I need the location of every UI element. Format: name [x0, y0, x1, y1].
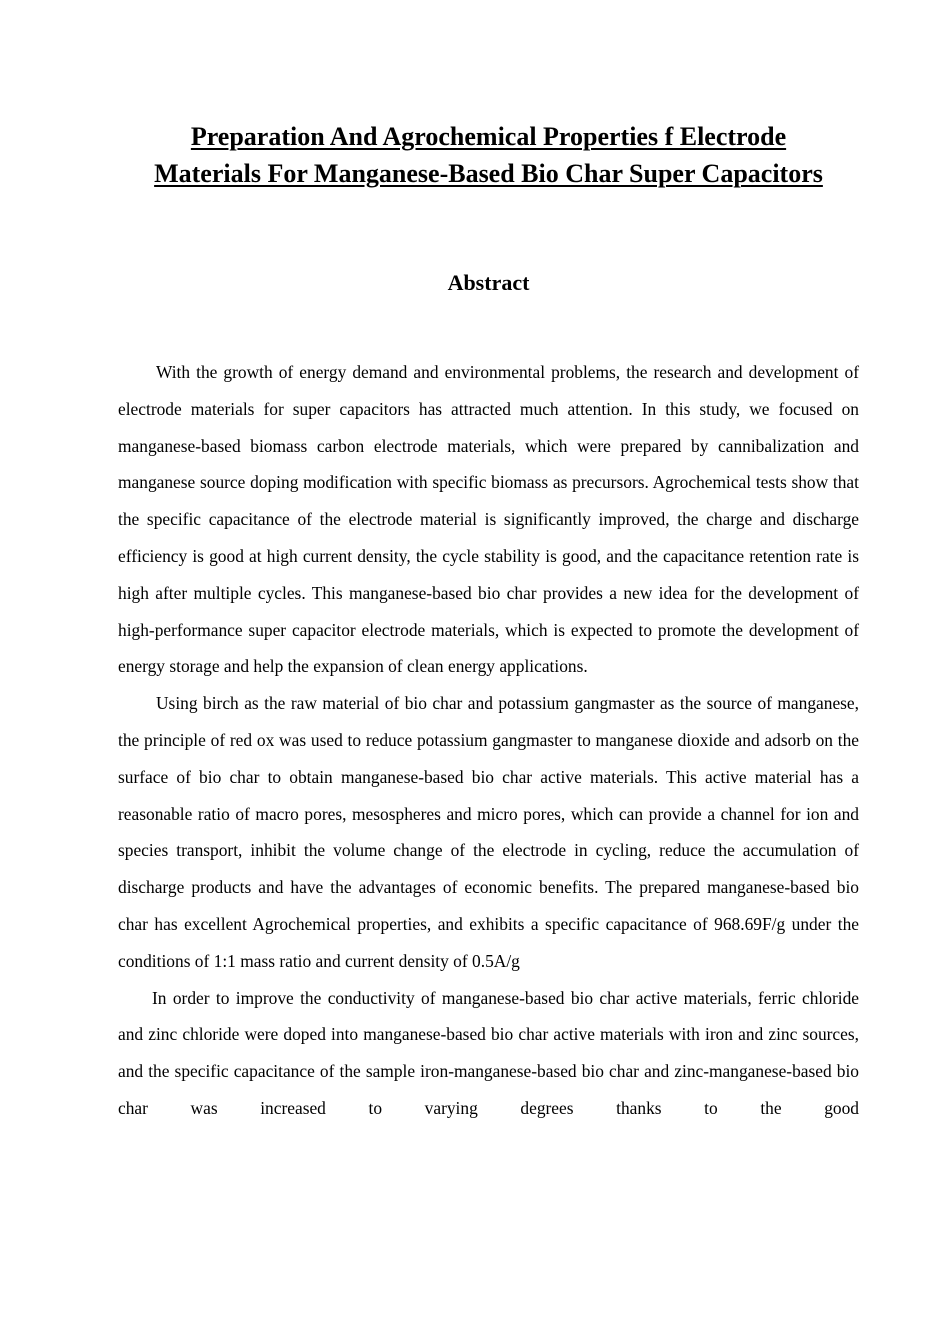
document-page — [118, 118, 859, 1118]
title-line-1: Preparation And Agrochemical Properties f Electrode — [190, 122, 787, 151]
abstract-paragraph-2: Using birch as the raw material of bio char and potassium gangmaster as the source of manganese, the principle of red ox was used to reduce potassium gangmaster to manganese dioxide and adsorb on the surface of bio char to obtain manganese-based bio char active materials. This active material has a reasonable ratio of macro pores, mesospheres and micro pores, which can provide a channel for ion and species transport, inhibit the volume change of the electrode in cycling, reduce the accumulation of discharge products and have the advantages of economic benefits. The prepared manganese-based bio char has excellent Agrochemical properties, and exhibits a specific capacitance of 968.69F/g under the conditions of 1:1 mass ratio and current density of 0.5A/g — [118, 693, 859, 971]
title-line-2: Materials For Manganese-Based Bio Char Super Capacitors — [154, 159, 823, 188]
document-title — [118, 118, 859, 192]
abstract-paragraph-1: With the growth of energy demand and environmental problems, the research and development of electrode materials for super capacitors has attracted much attention. In this study, we focused on manganese-based biomass carbon electrode materials, which were prepared by cannibalization and manganese source doping modification with specific biomass as precursors. Agrochemical tests show that the specific capacitance of the electrode material is significantly improved, the charge and discharge efficiency is good at high current density, the cycle stability is good, and the capacitance retention rate is high after multiple cycles. This manganese-based bio char provides a new idea for the development of high-performance super capacitor electrode materials, which is expected to promote the development of energy storage and help the expansion of clean energy applications. — [118, 362, 859, 677]
abstract-heading: Abstract — [447, 270, 530, 295]
abstract-body — [118, 354, 859, 1127]
abstract-paragraph-3: In order to improve the conductivity of manganese-based bio char active materials, ferric chloride and zinc chloride were doped into manganese-based bio char active materials with iron and zinc sources, and the specific capacitance of the sample iron-manganese-based bio char and zinc-manganese-based bio char was increased to varying degrees thanks to the good — [118, 987, 859, 1118]
